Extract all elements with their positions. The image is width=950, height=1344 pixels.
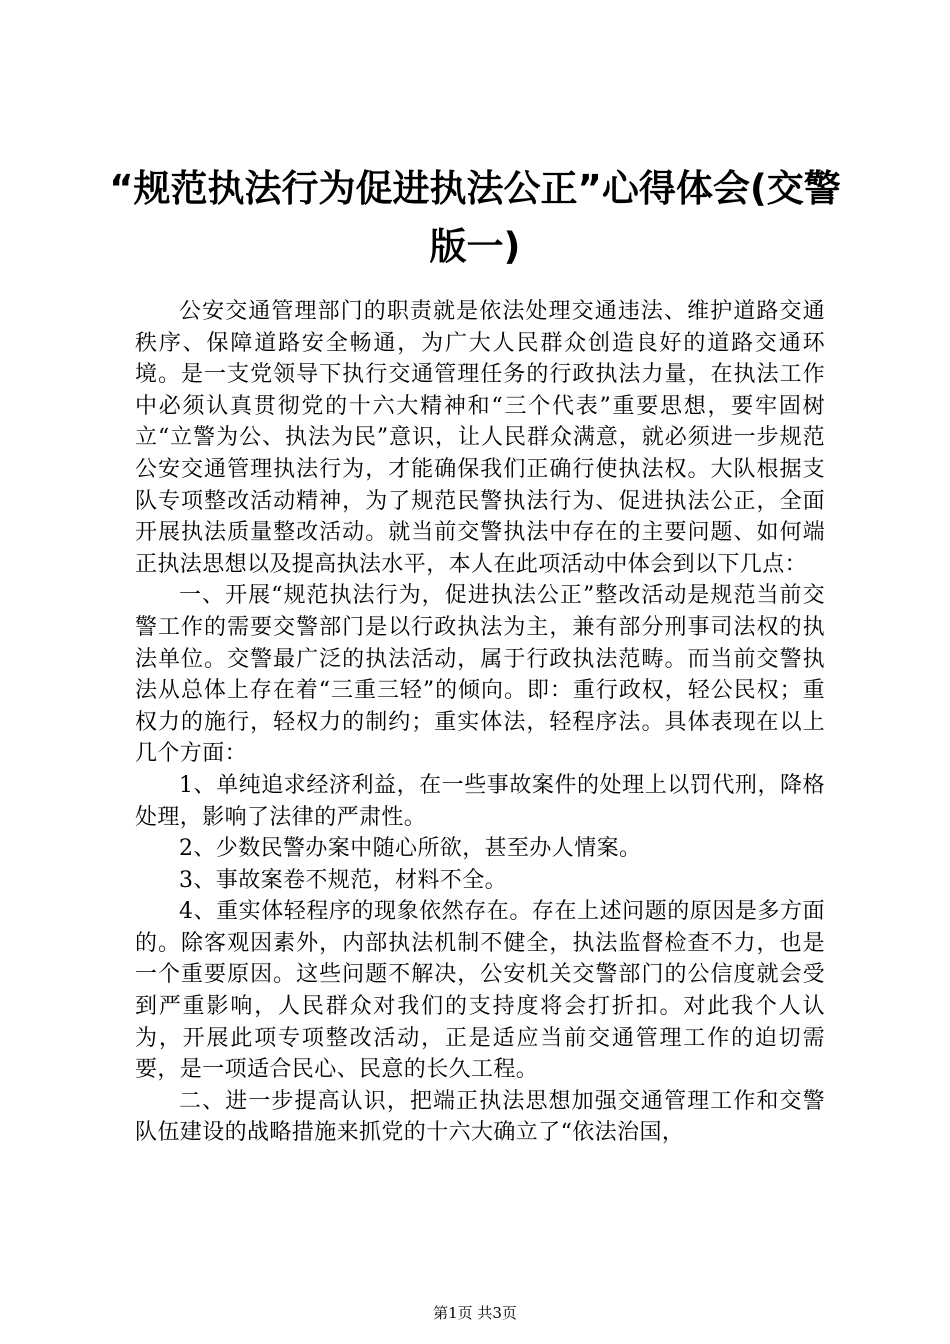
paragraph-item-3: 3、事故案卷不规范，材料不全。 [179, 867, 507, 893]
paragraph-item-2: 2、少数民警办案中随心所欲，甚至办人情案。 [179, 836, 642, 862]
paragraph-section-two: 二、进一步提高认识，把端正执法思想加强交通管理工作和交警队伍建设的战略措施来抓党的十六大确立了“依法治国， [135, 1088, 825, 1146]
page-footer: 第1页 共3页 [433, 1304, 517, 1322]
paragraph-section-one: 一、开展“规范执法行为，促进执法公正”整改活动是规范当前交警工作的需要交警部门是以行政执法为主，兼有部分刑事司法权的执法单位。交警最广泛的执法活动，属于行政执法范畴。而当前交警执法从总体上存在着“三重三轻”的倾向。即：重行政权，轻公民权；重权力的施行，轻权力的制约；重实体法，轻程序法。具体表现在以上几个方面： [135, 583, 825, 767]
document-body [135, 296, 825, 1149]
document-title: “规范执法行为促进执法公正”心得体会(交警版一) [109, 167, 841, 268]
paragraph-intro: 公安交通管理部门的职责就是依法处理交通违法、维护道路交通秩序、保障道路安全畅通，为广大人民群众创造良好的道路交通环境。是一支党领导下执行交通管理任务的行政执法力量，在执法工作中必须认真贯彻党的十六大精神和“三个代表”重要思想，要牢固树立“立警为公、执法为民”意识，让人民群众满意，就必须进一步规范公安交通管理执法行为，才能确保我们正确行使执法权。大队根据支队专项整改活动精神，为了规范民警执法行为、促进执法公正，全面开展执法质量整改活动。就当前交警执法中存在的主要问题、如何端正执法思想以及提高执法水平，本人在此项活动中体会到以下几点： [135, 299, 825, 577]
paragraph-item-1: 1、单纯追求经济利益，在一些事故案件的处理上以罚代刑，降格处理，影响了法律的严肃性。 [135, 772, 825, 830]
paragraph-item-4: 4、重实体轻程序的现象依然存在。存在上述问题的原因是多方面的。除客观因素外，内部执法机制不健全，执法监督检查不力，也是一个重要原因。这些问题不解决，公安机关交警部门的公信度就会受到严重影响，人民群众对我们的支持度将会打折扣。对此我个人认为，开展此项专项整改活动，正是适应当前交通管理工作的迫切需要，是一项适合民心、民意的长久工程。 [135, 899, 825, 1083]
